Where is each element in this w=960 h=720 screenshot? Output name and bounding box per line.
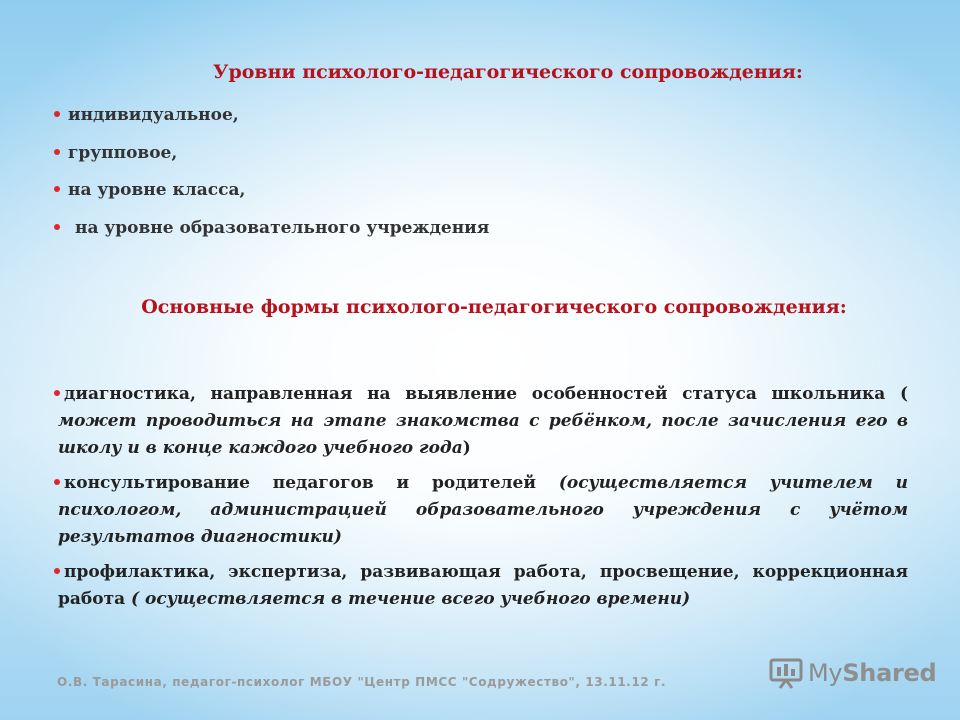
list-item <box>58 470 908 551</box>
form-note: (осуществляется учителем и психологом, администрацией образовательного учреждения с учётом результатов диагностики) <box>58 473 908 547</box>
list-item <box>58 211 758 249</box>
form-note: может проводиться на этапе знакомства с ребёнком, после зачисления его в школу и в конце каждого учебного года <box>58 411 908 458</box>
bullet-icon <box>54 111 60 117</box>
bullet-icon <box>54 479 60 485</box>
brand-my: My <box>808 659 843 687</box>
level-text: групповое, <box>68 142 178 163</box>
levels-heading: Уровни психолого-педагогического сопровождения: <box>213 61 803 83</box>
level-text: на уровне класса, <box>68 180 246 200</box>
list-item <box>58 136 758 174</box>
presentation-board-icon <box>768 657 804 689</box>
form-text: консультирование педагогов и родителей <box>64 473 559 493</box>
form-tail: ) <box>462 438 471 458</box>
footer-caption: О.В. Тарасина, педагог-психолог МБОУ "Центр ПМСС "Содружество", 13.11.12 г. <box>57 675 667 689</box>
forms-list <box>58 381 908 621</box>
form-text: диагностика, направленная на выявление особенностей статуса школьника ( <box>64 384 908 404</box>
watermark-logo <box>768 656 936 690</box>
bullet-icon <box>54 186 60 192</box>
list-item <box>58 381 908 462</box>
list-item <box>58 559 908 613</box>
list-item <box>58 98 758 136</box>
bullet-icon <box>54 390 60 396</box>
list-item <box>58 173 758 211</box>
form-text: профилактика, экспертиза, развивающая работа, просвещение, коррекционная работа <box>58 562 908 609</box>
watermark-brand <box>808 659 936 687</box>
brand-shared: Shared <box>842 659 937 687</box>
forms-heading: Основные формы психолого-педагогического сопровождения: <box>141 296 847 318</box>
levels-list <box>58 98 758 248</box>
bullet-icon <box>54 149 60 155</box>
level-text: на уровне образовательного учреждения <box>75 217 490 238</box>
bullet-icon <box>54 224 60 230</box>
bullet-icon <box>54 568 60 574</box>
level-text: индивидуальное, <box>68 105 239 125</box>
form-note: ( осуществляется в течение всего учебного времени) <box>131 589 691 609</box>
